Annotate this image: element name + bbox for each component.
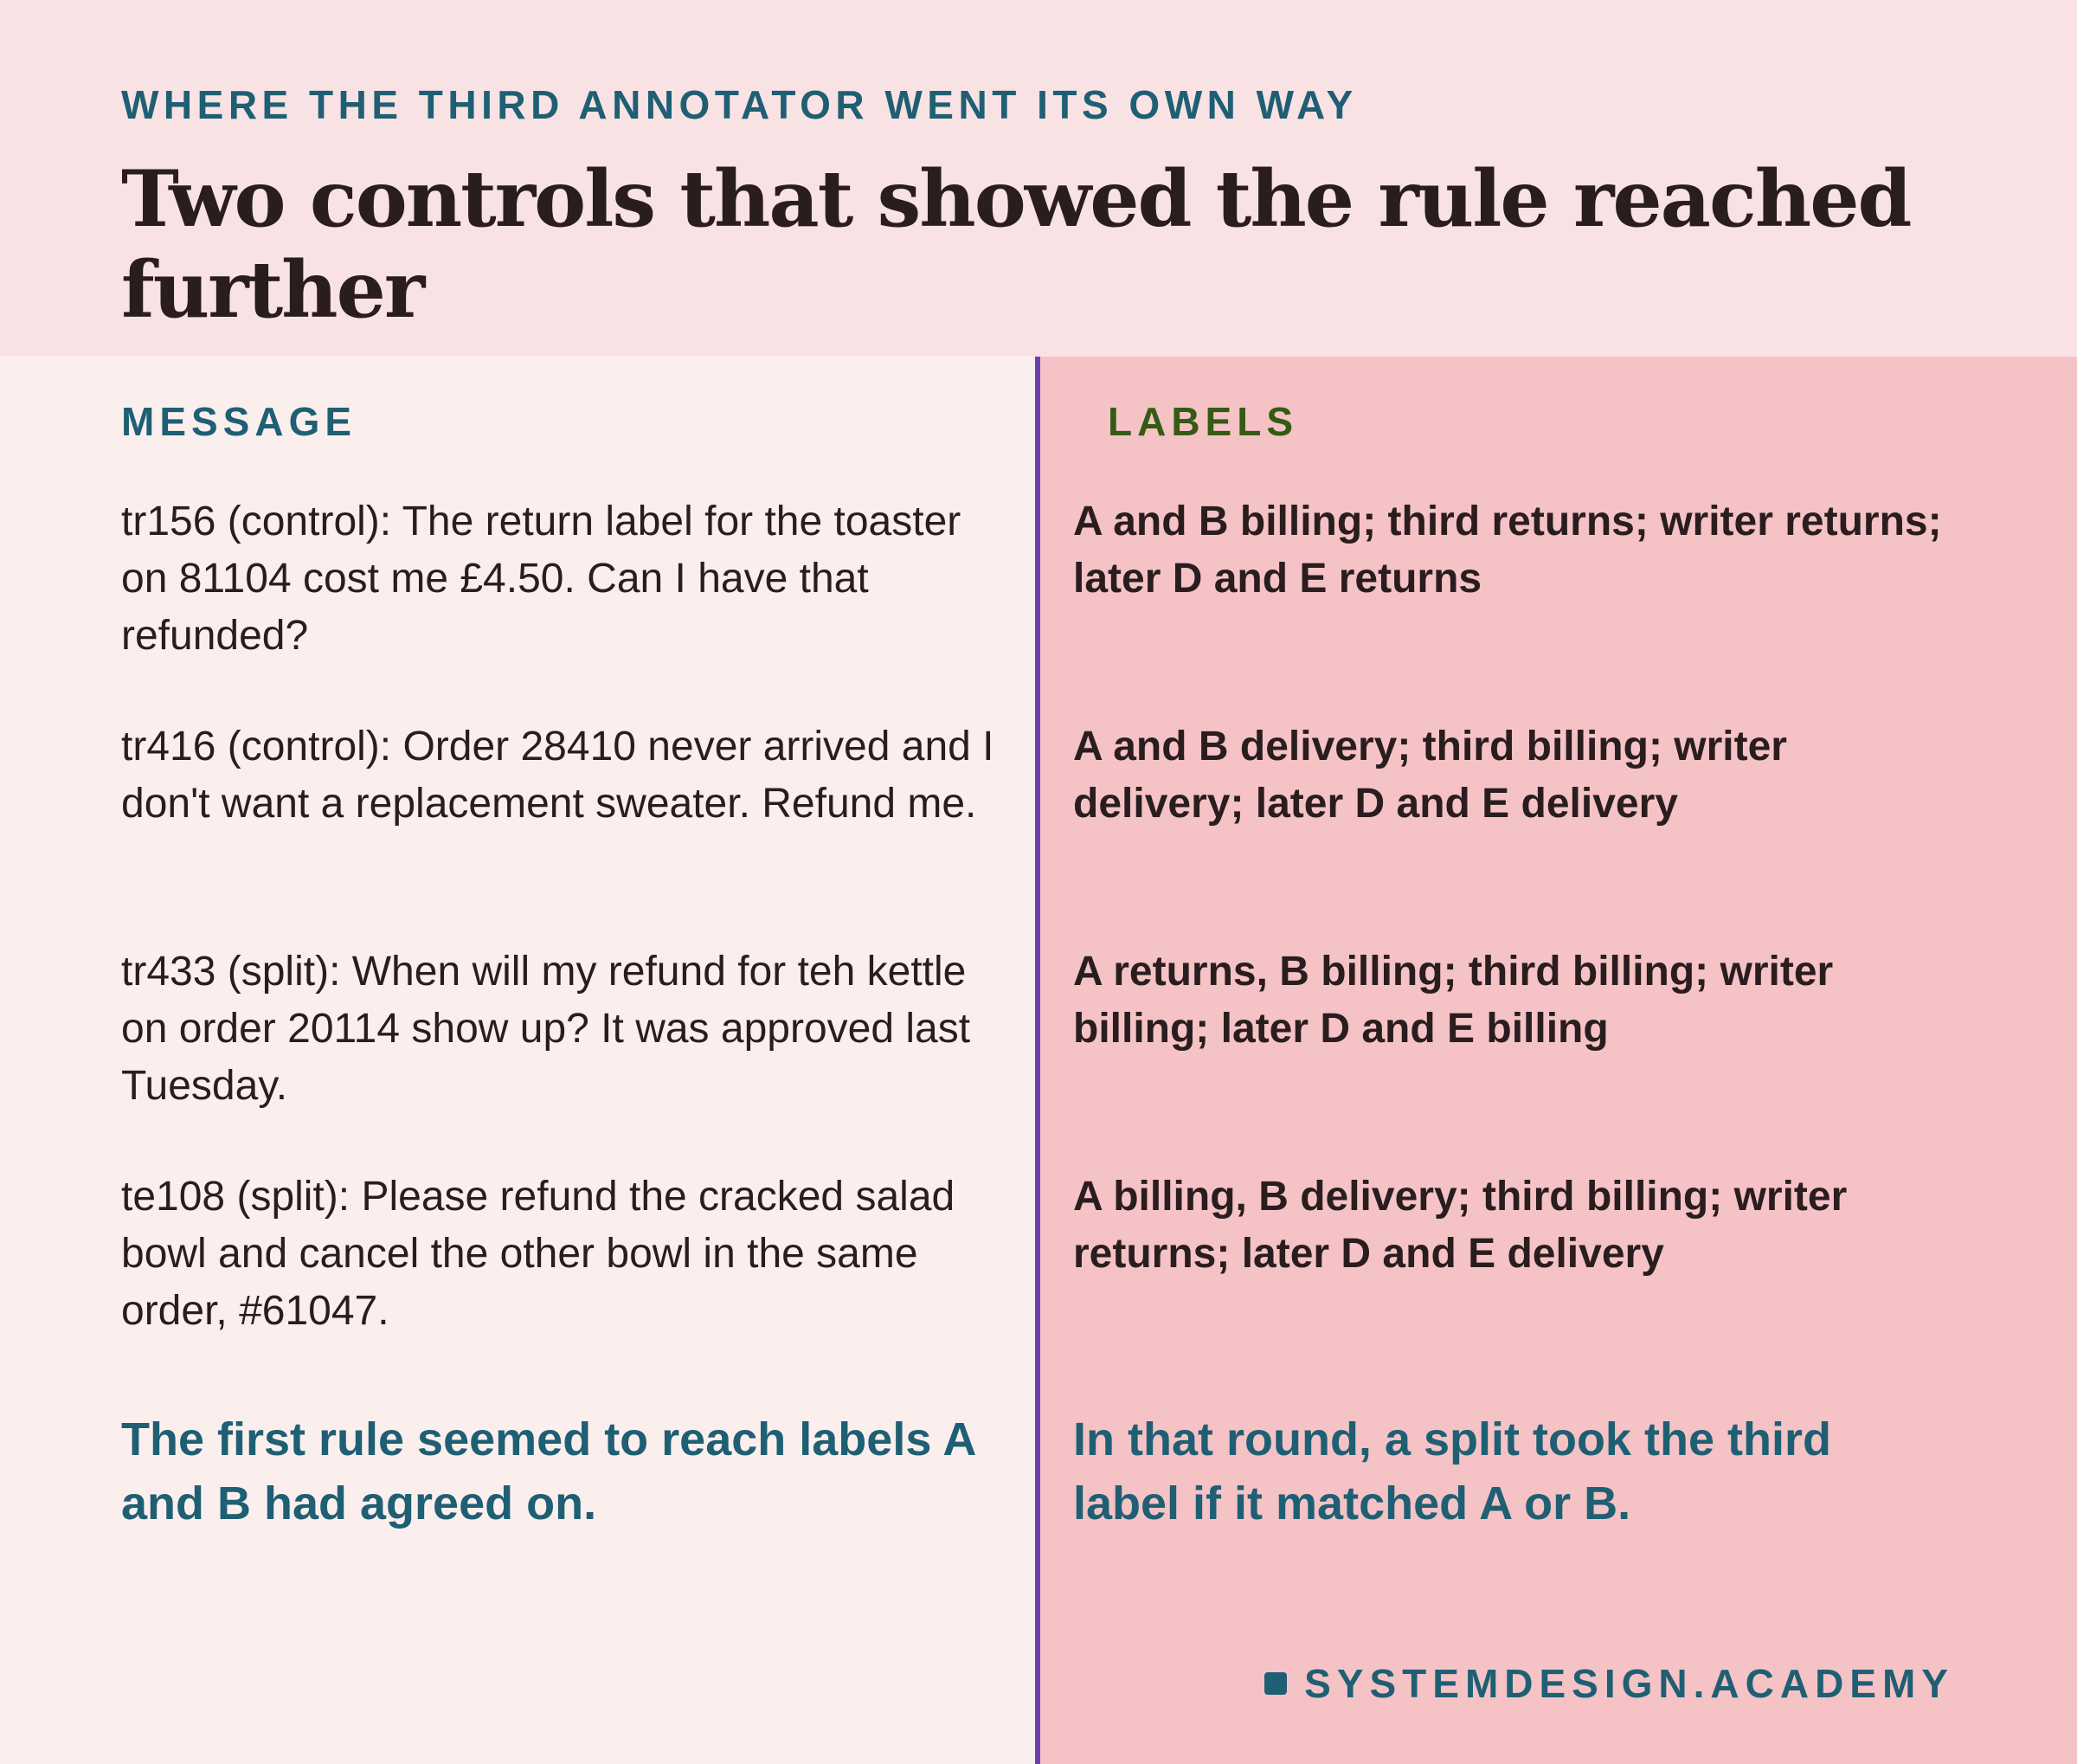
labels-item: A and B delivery; third billing; writer delivery; later D and E delivery [1073, 724, 1787, 827]
page-title: Two controls that showed the rule reached further [121, 153, 1911, 336]
labels-heading: LABELS [1108, 399, 1298, 444]
square-bullet-icon [1264, 1672, 1287, 1695]
labels-item: A and B billing; third returns; writer returns; later D and E returns [1073, 499, 1942, 602]
eyebrow: WHERE THE THIRD ANNOTATOR WENT ITS OWN WAY [121, 82, 1358, 127]
brand-name: SYSTEMDESIGN.ACADEMY [1304, 1661, 1954, 1706]
labels-item: A billing, B delivery; third billing; writer returns; later D and E delivery [1073, 1174, 1848, 1277]
brand [1264, 1660, 1954, 1707]
labels-item: A returns, B billing; third billing; writer billing; later D and E billing [1073, 949, 1834, 1052]
note-left: The first rule seemed to reach labels A and B had agreed on. [121, 1413, 975, 1529]
message-item: tr433 (split): When will my refund for teh kettle on order 20114 show up? It was approved last Tuesday. [121, 949, 971, 1109]
message-item: te108 (split): Please refund the cracked salad bowl and cancel the other bowl in the same order, #61047. [121, 1174, 955, 1334]
message-item: tr156 (control): The return label for the toaster on 81104 cost me £4.50. Can I have that refunded? [121, 499, 961, 659]
header [0, 0, 2077, 357]
message-item: tr416 (control): Order 28410 never arrived and I don't want a replacement sweater. Refund me. [121, 724, 994, 827]
message-heading: MESSAGE [121, 399, 357, 444]
note-right: In that round, a split took the third label if it matched A or B. [1073, 1413, 1831, 1529]
